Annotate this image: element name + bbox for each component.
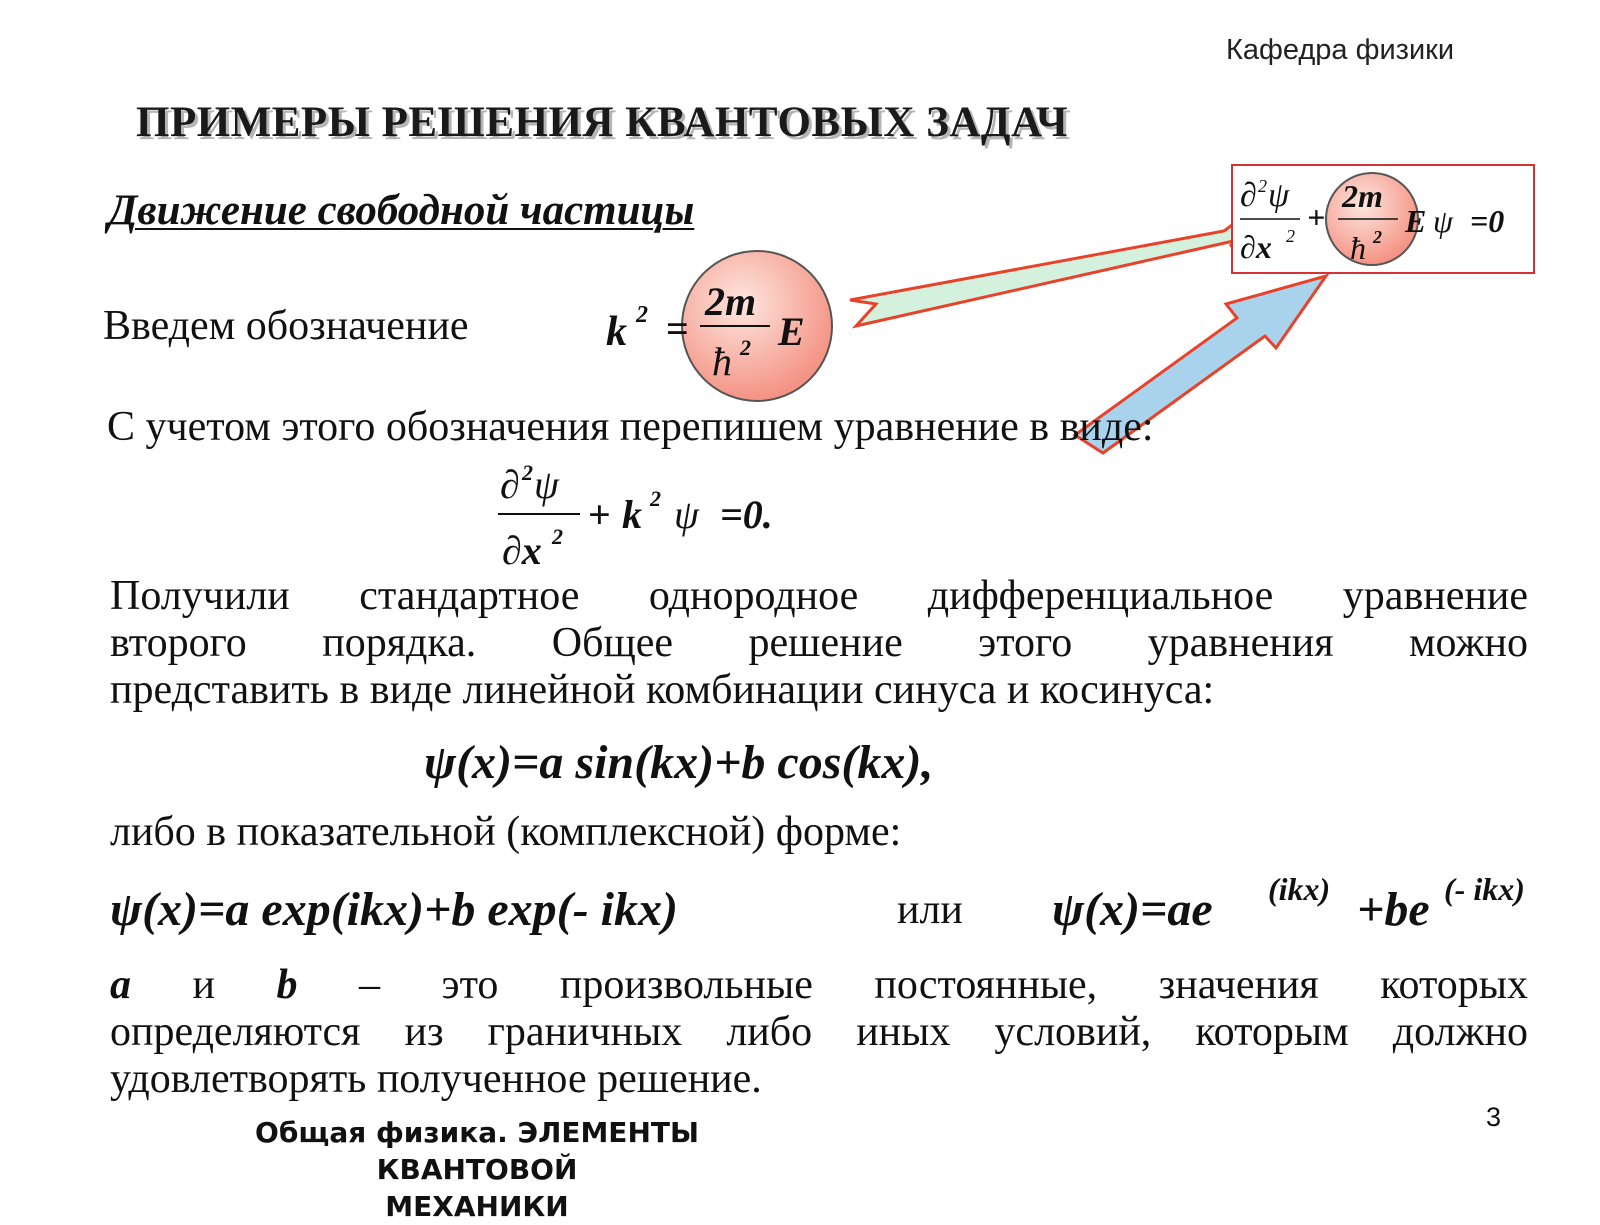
paragraph-1-line-3: представить в виде линейной комбинации синуса и косинуса: — [110, 667, 1215, 713]
k-def-den-exp: 2 — [740, 335, 751, 360]
paragraph-1-line-2: второго порядка. Общее решение этого уравнения можно — [110, 620, 1528, 666]
slide-title: ПРИМЕРЫ РЕШЕНИЯ КВАНТОВЫХ ЗАДАЧ — [136, 99, 1069, 146]
rw-k: k — [622, 492, 642, 537]
intro-text: Введем обозначение — [103, 303, 469, 349]
box-E: E — [1405, 203, 1427, 239]
box-psi2: ψ — [1433, 203, 1453, 239]
upper-arrow — [850, 225, 1266, 326]
k-eq: = — [666, 306, 689, 351]
box-coef-den-exp: 2 — [1373, 227, 1382, 247]
page-number: 3 — [1486, 1102, 1502, 1132]
box-partial-den-exp: 2 — [1286, 226, 1295, 246]
exp2-base: ψ(x)=ae — [1052, 883, 1213, 936]
footer — [152, 1114, 802, 1225]
sin-cos-solution: ψ(x)=a sin(kx)+b cos(kx), — [424, 736, 934, 789]
var-a: a — [110, 962, 131, 1008]
k-symbol: k — [606, 309, 627, 355]
rw-eq: =0. — [720, 492, 773, 537]
paragraph-2-line-2: определяются из граничных либо иных условий, которым должно — [110, 1009, 1528, 1055]
or-text: или — [897, 887, 963, 933]
department-label: Кафедра физики — [1226, 34, 1455, 66]
rw-psi2: ψ — [674, 492, 699, 537]
paragraph-2-line-1-rest: – это произвольные постоянные, значения которых — [359, 962, 1528, 1008]
footer-line-2: МЕХАНИКИ — [385, 1190, 569, 1223]
k-def-num: 2m — [705, 279, 757, 324]
paragraph-1 — [110, 573, 1528, 714]
section-subtitle: Движение свободной частицы — [108, 187, 695, 234]
box-partial-num: ∂ — [1240, 177, 1257, 214]
box-coef-den: ħ — [1350, 230, 1366, 266]
paragraph-2 — [110, 962, 1528, 1103]
rw-partial-num: ∂ — [500, 462, 520, 507]
paragraph-1-line-1: Получили стандартное однородное дифференциальное уравнение — [110, 573, 1528, 619]
rw-psi: ψ — [534, 462, 559, 507]
rewrite-text: С учетом этого обозначения перепишем уравнение в виде: — [107, 404, 1154, 450]
exp2-sup1: (ikx) — [1268, 871, 1331, 907]
exp-solution: ψ(x)=a exp(ikx)+b exp(- ikx) — [110, 883, 678, 936]
rw-partial-den: ∂x — [502, 528, 542, 573]
either-text: либо в показательной (комплексной) форме: — [110, 809, 902, 855]
box-partial-num-exp: 2 — [1258, 176, 1267, 196]
paragraph-2-line-1 — [110, 962, 1528, 1009]
k-def-E: E — [778, 309, 805, 354]
exp2-mid: +be — [1357, 883, 1430, 936]
paragraph-2-line-3: удовлетворять полученное решение. — [110, 1056, 762, 1102]
box-coef-num: 2m — [1342, 178, 1383, 214]
and-word: и — [192, 962, 215, 1008]
footer-line-1: Общая физика. ЭЛЕМЕНТЫ КВАНТОВОЙ — [255, 1116, 699, 1186]
rw-partial-num-exp: 2 — [522, 460, 533, 485]
rw-plus: + — [588, 492, 611, 537]
k-exp: 2 — [636, 302, 648, 328]
k-def-den: ħ — [712, 339, 732, 384]
box-partial-den: ∂x — [1240, 229, 1272, 265]
rw-partial-den-exp: 2 — [552, 524, 563, 549]
rw-k-exp: 2 — [650, 486, 661, 511]
var-b: b — [276, 962, 298, 1008]
exp2-sup2: (- ikx) — [1444, 871, 1525, 907]
box-eq: =0 — [1470, 203, 1505, 239]
box-psi: ψ — [1268, 177, 1290, 214]
box-plus: + — [1307, 199, 1326, 235]
